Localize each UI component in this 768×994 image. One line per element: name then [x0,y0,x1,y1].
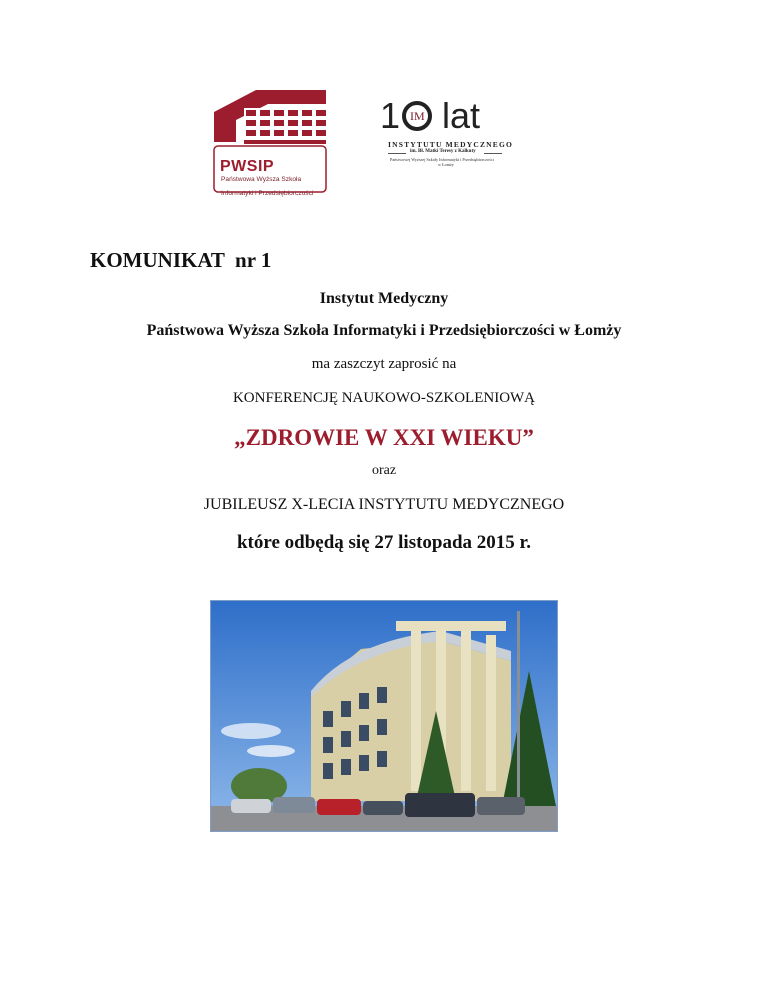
pwsip-line-1: Państwowa Wyższa Szkoła [221,176,302,183]
divider [388,153,406,154]
building-photo [210,600,558,832]
institute-name: Instytut Medyczny [319,290,449,307]
anniversary-word: lat [442,95,481,136]
jubilee-text: JUBILEUSZ X-LECIA INSTYTUTU MEDYCZNEGO [203,496,565,513]
anniversary-city-line: w Łomży [438,162,454,167]
pwsip-line-2: Informatyki i Przedsiębiorczości [221,190,314,197]
anniversary-logo [380,95,514,176]
anniversary-monogram: IM [410,109,425,123]
invite-text: ma zaszczyt zaprosić na [311,356,457,372]
anniversary-institute: INSTYTUTU MEDYCZNEGO [388,140,514,149]
pwsip-logo [208,84,338,196]
anniversary-number: 1 [380,95,401,136]
page-title: KOMUNIKAT nr 1 [90,248,272,272]
conference-title: „ZDROWIE W XXI WIEKU” [234,425,534,450]
event-date: które odbędą się 27 listopada 2015 r. [236,532,531,553]
school-name: Państwowa Wyższa Szkoła Informatyki i Przedsiębiorczości w Łomży [146,322,622,339]
anniversary-subtitle: im. Bł. Matki Teresy z Kalkuty [410,149,476,154]
anniversary-school-line: Państwowej Wyższej Szkoły Informatyki i Przedsiębiorczości [390,157,494,162]
pwsip-name: PWSIP [220,158,275,175]
divider [484,153,502,154]
conference-type: KONFERENCJĘ NAUKOWO-SZKOLENIOWĄ [232,390,536,406]
conjunction-text: oraz [371,463,397,478]
